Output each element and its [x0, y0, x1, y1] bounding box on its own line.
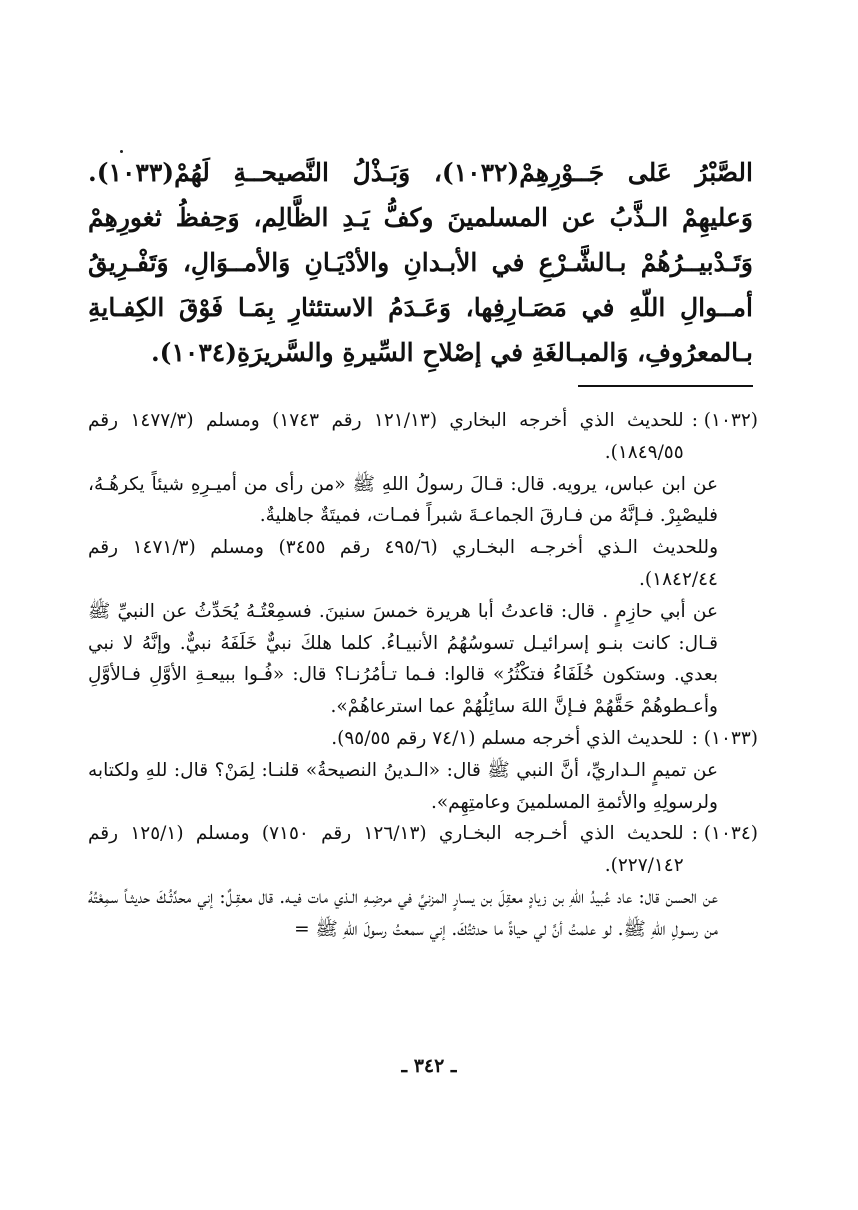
footnote-head	[88, 723, 758, 755]
footnotes	[88, 405, 758, 946]
footnote-line: عن تميمٍ الـداريِّ، أنَّ النبي ﷺ قال: «الـدينُ النصيحةُ» قلنـا: لِمَنْ؟ قال: للهِ ولكتابه ولرسولِهِ والأئمةِ المسلمينَ وعامتِهِم».	[88, 759, 718, 813]
footnote-head-text: للحديث الذي أخرجه مسلم (٧٤/١ رقم ٩٥/٥٥).	[331, 727, 684, 749]
footnote-line: عن ابن عباس، يرويه. قال: قـالَ رسولُ اللهِ ﷺ «من رأى من أميـرِهِ شيئاً يكرهُـهُ، فليصْبِرْ. فـإنَّهُ من فـارقَ الجماعـةَ شبراً فمـات، فميتَةٌ جاهليةٌ.	[88, 473, 718, 527]
footnote-head-text: للحديث الذي أخـرجه البخـاري (١٢٦/١٣ رقم ٧١٥٠) ومسلم (١٢٥/١ رقم ٢٢٧/١٤٢).	[88, 823, 684, 877]
footnote-1034	[88, 818, 758, 945]
footnote-line: عن أبي حازِمٍ . قال: قاعدتُ أبا هريرة خمسَ سنينَ. فسمِعْتُـهُ يُحَدِّثُ عن النبيِّ ﷺ قـال: كانت بنـو إسرائيـل تسوسُهُمُ الأنبيـاءُ. كلما هلكَ نبيٌّ خَلَفَهُ نبيٌّ. وإنَّهُ لا نبي بعدي. وستكون خُلَفَاءُ فتكْثُرُ» قالوا: فـما تـأمُرُنـا؟ قال: «فُـوا ببيعـةِ الأوَّلِ فـالأوَّلِ وأعـطوهُمْ حَقَّهُمْ فـإنَّ اللهَ سائِلُهُمْ عما استرعاهُمْ».	[88, 600, 718, 718]
footnote-head-text: للحديث الذي أخرجه البخاري (١٢١/١٣ رقم ١٧٤٣) ومسلم (١٤٧٧/٣ رقم ١٨٤٩/٥٥).	[88, 410, 684, 463]
footnote-line: عن الحسن قال: عاد عُبيدُ اللهِ بن زيادٍ معقِلَ بن يسارٍ المزنيَّ في مرضِـهِ الـذي مات فيـه. قال معقِـلٌ: إني محدِّثُـكَ حديثـاً سمِعْتُهُ من رسـولِ اللهِ ﷺ. لو علمتُ أنَّ لي حياةً ما حدثتُكَ. إني سمعتُ رسولَ اللهِ ﷺ =	[88, 886, 718, 940]
footnote-number: (١٠٣٣) :	[691, 727, 758, 749]
footnote-line: وللحديث الـذي أخرجـه البخـاري (٤٩٥/٦ رقم ٣٤٥٥) ومسلم (١٤٧١/٣ رقم ١٨٤٢/٤٤).	[88, 537, 718, 590]
footnote-head	[88, 405, 758, 469]
footnote-1032	[88, 405, 758, 723]
main-paragraph-text: الصَّبْرُ عَلى جَــوْرِهِمْ(١٠٣٢)، وَبَـذْلُ النَّصيحــةِ لَهُمْ(١٠٣٣). وَعليهِمْ الـذَّبُ عن المسلمينَ وكفُّ يَـدِ الظَّالِم، وَحِفظُ ثغورِهِمْ وَتَـدْبيــرُهُمْ بـالشَّـرْعِ في الأبـدانِ والأدْيَـانِ وَالأمــوَالِ، وَتَفْـرِيقُ أمــوالِ اللّهِ في مَصَـارِفِها، وَعَـدَمُ الاستئثارِ بِمَـا فَوْقَ الكِفـايةِ بـالمعرُوفِ، وَالمبـالغَةِ في إصْلاحِ السِّيرةِ والسَّريرَةِ(١٠٣٤).	[88, 158, 753, 367]
page-number: ـ ٣٤٢ ـ	[401, 1055, 457, 1077]
footnote-separator	[578, 385, 753, 387]
footnote-number: (١٠٣٢) :	[691, 410, 758, 431]
footnote-1033	[88, 723, 758, 818]
main-paragraph	[88, 150, 753, 375]
footnote-head	[88, 818, 758, 882]
footnote-number: (١٠٣٤) :	[691, 823, 758, 845]
